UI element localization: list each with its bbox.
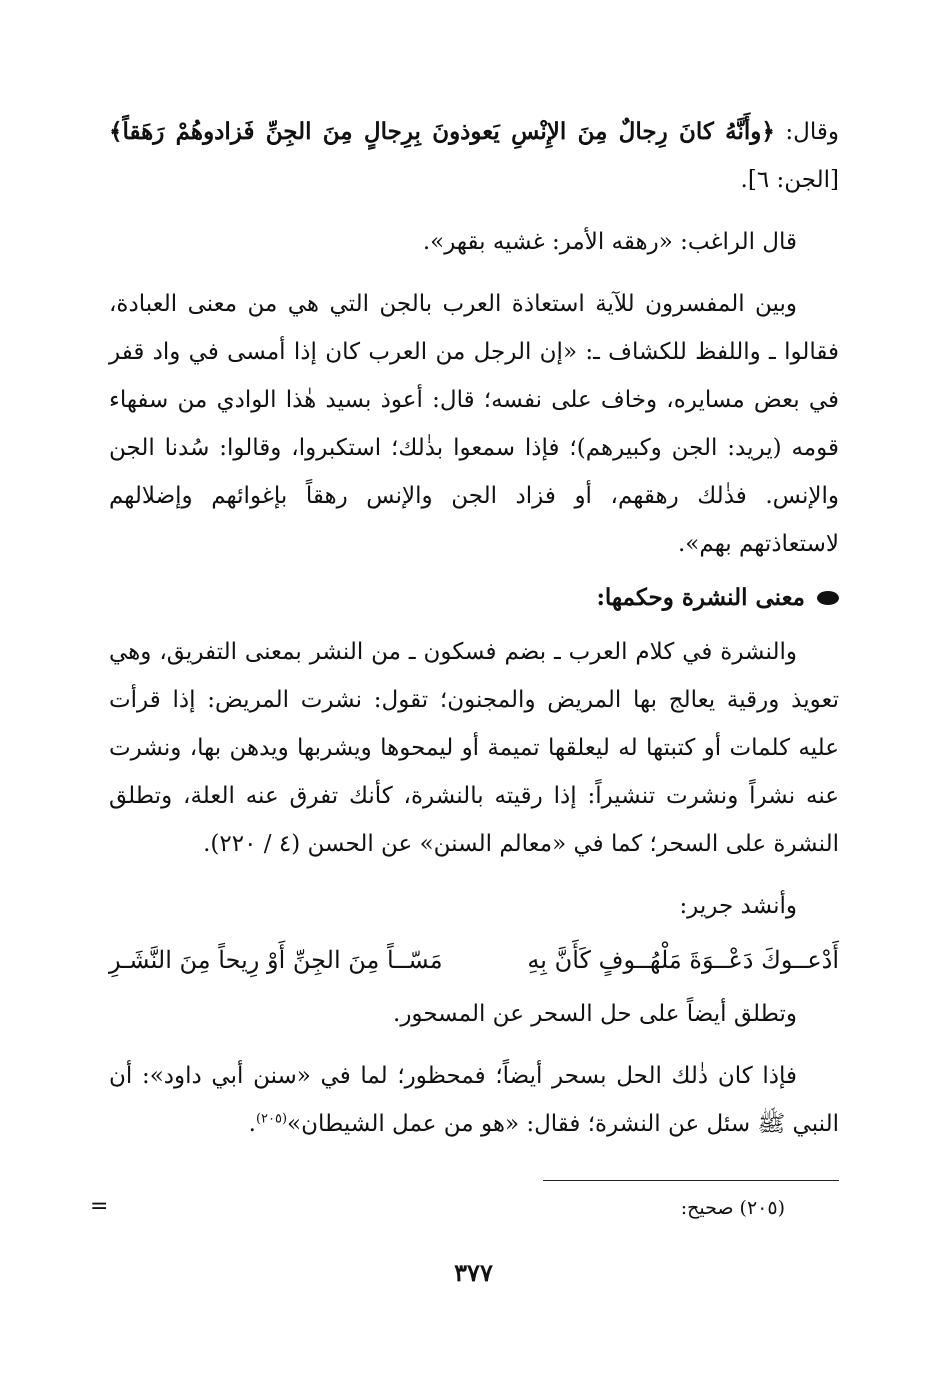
verse-paragraph bbox=[109, 108, 839, 204]
mufassirun-paragraph: وبين المفسرون للآية استعاذة العرب بالجن التي هي من معنى العبادة، فقالوا ـ واللفظ للكشاف ـ: «إن الرجل من العرب كان إذا أمسى في واد قفر في بعض مسايره، وخاف على نفسه؛ قال: أعوذ بسيد هٰذا الوادي من سفهاء قومه (يريد: الجن وكبيرهم)؛ فإذا سمعوا بذٰلك؛ استكبروا، وقالوا: سُدنا الجن والإنس. فذٰلك رهقهم، أو فزاد الجن والإنس رهقاً بإغوائهم وإضلالهم لاستعاذتهم بهم». bbox=[109, 291, 839, 557]
bullet-icon bbox=[817, 591, 839, 605]
poem-first-hemistich: أَدْعــوكَ دَعْــوَةَ مَلْهُــوفٍ كَأَنَّ بِهِ bbox=[527, 946, 839, 974]
quran-verse: ﴿وأَنَّهُ كانَ رِجالٌ مِنَ الإِنْسِ يَعوذونَ بِرِجالٍ مِنَ الجِنِّ فَزادوهُمْ رَهَقاً﴾ bbox=[109, 118, 775, 145]
poem-second-hemistich: مَسّــاً مِنَ الجِنِّ أَوْ رِيحاً مِنَ النَّشَـرِ bbox=[109, 946, 443, 974]
poem-verse bbox=[109, 936, 839, 984]
hadith-paragraph bbox=[109, 1052, 839, 1148]
continuation-mark: = bbox=[90, 1194, 109, 1219]
hall-paragraph: وتطلق أيضاً على حل السحر عن المسحور. bbox=[393, 1001, 797, 1027]
hadith-text: فإذا كان ذٰلك الحل بسحر أيضاً؛ فمحظور؛ لما في «سنن أبي داود»: أن النبي ﷺ سئل عن النشرة؛ فقال: «هو من عمل الشيطان» bbox=[109, 1063, 839, 1137]
nushra-paragraph: والنشرة في كلام العرب ـ بضم فسكون ـ من النشر بمعنى التفريق، وهي تعويذ ورقية يعالج بها المريض والمجنون؛ تقول: نشرت المريض: إذا قرأت عليه كلمات أو كتبتها له ليعلقها تميمة أو ليمحوها ويشربها ويدهن بها، ونشرت عنه نشراً ونشرت تنشيراً: إذا رقيته بالنشرة، كأنك تفرق عنه العلة، وتطلق النشرة على السحر؛ كما في «معالم السنن» عن الحسن (٤ / ٢٢٠). bbox=[109, 639, 839, 857]
page-body bbox=[109, 108, 839, 1148]
hadith-end: . bbox=[248, 1111, 256, 1137]
footnote: (٢٠٥) صحيح: bbox=[680, 1197, 785, 1219]
page-number: ٣٧٧ bbox=[454, 1258, 493, 1287]
verse-reference: [الجن: ٦]. bbox=[740, 167, 839, 193]
footnote-reference: (٢٠٥) bbox=[255, 1111, 288, 1127]
footnote-divider bbox=[543, 1180, 839, 1181]
jarir-paragraph: وأنشد جرير: bbox=[679, 893, 797, 919]
section-heading-text: معنى النشرة وحكمها: bbox=[596, 584, 805, 611]
raghib-paragraph: قال الراغب: «رهقه الأمر: غشيه بقهر». bbox=[422, 229, 797, 255]
section-heading bbox=[109, 574, 839, 622]
verse-intro: وقال: bbox=[785, 119, 839, 145]
